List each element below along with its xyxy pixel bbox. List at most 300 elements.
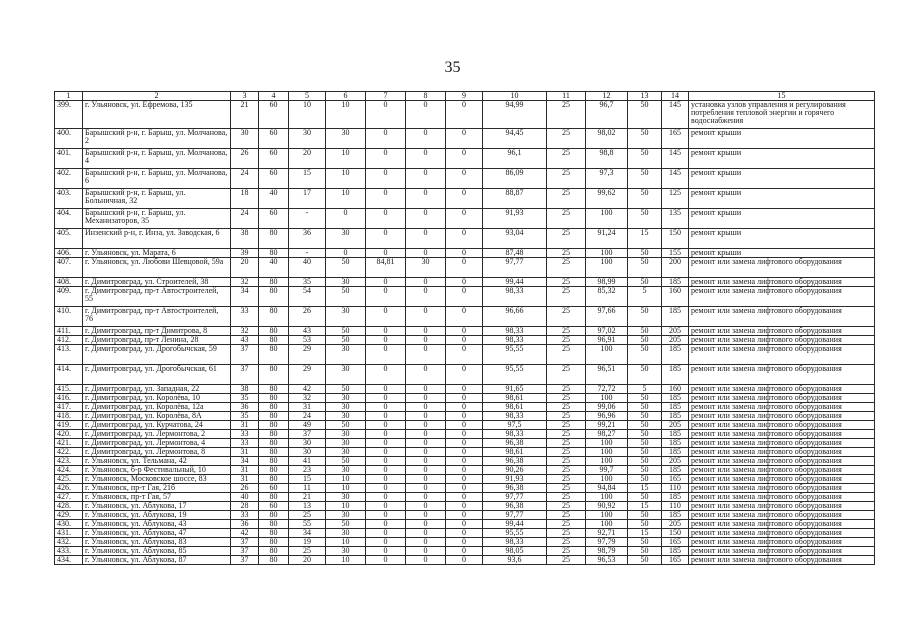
value-cell: 95,55 (483, 365, 547, 385)
value-cell: 49 (289, 421, 326, 430)
address-cell: г. Димитровград, ул. Дрогобычская, 59 (83, 345, 231, 365)
value-cell: 0 (406, 307, 446, 327)
value-cell: 50 (628, 189, 662, 209)
value-cell: 0 (366, 448, 406, 457)
row-number-cell: 425. (55, 475, 83, 484)
row-number-cell: 426. (55, 484, 83, 493)
value-cell: 30 (289, 129, 326, 149)
value-cell: 25 (547, 439, 586, 448)
work-type-cell: ремонт или замена лифтового оборудования (689, 502, 875, 511)
value-cell: 25 (547, 169, 586, 189)
value-cell: 80 (259, 403, 289, 412)
value-cell: 30 (326, 345, 366, 365)
value-cell: 30 (326, 394, 366, 403)
value-cell: 0 (446, 287, 483, 307)
value-cell: 110 (662, 502, 689, 511)
column-header: 15 (689, 92, 875, 101)
row-number-cell: 416. (55, 394, 83, 403)
value-cell: 80 (259, 327, 289, 336)
row-number-cell: 427. (55, 493, 83, 502)
address-cell: Барышский р-н, г. Барыш, ул. Механизаторов, 35 (83, 209, 231, 229)
value-cell: 0 (446, 430, 483, 439)
value-cell: 0 (366, 520, 406, 529)
value-cell: 20 (289, 556, 326, 565)
value-cell: 88,87 (483, 189, 547, 209)
value-cell: 25 (547, 129, 586, 149)
table-row (55, 493, 875, 502)
value-cell: 0 (446, 258, 483, 278)
value-cell: 30 (326, 365, 366, 385)
value-cell: 80 (259, 529, 289, 538)
column-header: 4 (259, 92, 289, 101)
value-cell: 50 (628, 149, 662, 169)
address-cell: г. Димитровград, ул. Лермонтова, 4 (83, 439, 231, 448)
value-cell: 43 (231, 336, 259, 345)
table-row (55, 556, 875, 565)
value-cell: 80 (259, 493, 289, 502)
value-cell: 0 (446, 403, 483, 412)
value-cell: 50 (628, 403, 662, 412)
value-cell: 30 (326, 129, 366, 149)
value-cell: 100 (586, 511, 628, 520)
row-number-cell: 415. (55, 385, 83, 394)
value-cell: 30 (406, 258, 446, 278)
value-cell: 50 (628, 421, 662, 430)
value-cell: 90,26 (483, 466, 547, 475)
value-cell: 0 (366, 327, 406, 336)
value-cell: 0 (446, 327, 483, 336)
value-cell: 50 (628, 307, 662, 327)
value-cell: 25 (289, 547, 326, 556)
row-number-cell: 421. (55, 439, 83, 448)
value-cell: 185 (662, 345, 689, 365)
value-cell: 60 (259, 129, 289, 149)
value-cell: 80 (259, 307, 289, 327)
row-number-cell: 422. (55, 448, 83, 457)
value-cell: 0 (366, 502, 406, 511)
value-cell: 98,33 (483, 430, 547, 439)
value-cell: 0 (446, 547, 483, 556)
value-cell: 30 (289, 448, 326, 457)
value-cell: 0 (406, 229, 446, 249)
value-cell: 91,93 (483, 209, 547, 229)
value-cell: 50 (628, 457, 662, 466)
value-cell: 80 (259, 556, 289, 565)
row-number-cell: 413. (55, 345, 83, 365)
value-cell: 25 (547, 547, 586, 556)
value-cell: 43 (289, 327, 326, 336)
value-cell: 31 (231, 466, 259, 475)
value-cell: 25 (547, 403, 586, 412)
value-cell: 29 (289, 365, 326, 385)
value-cell: 40 (259, 189, 289, 209)
value-cell: 185 (662, 394, 689, 403)
value-cell: 0 (366, 345, 406, 365)
value-cell: 25 (547, 307, 586, 327)
value-cell: 80 (259, 394, 289, 403)
value-cell: 10 (326, 149, 366, 169)
column-header: 3 (231, 92, 259, 101)
work-type-cell: ремонт или замена лифтового оборудования (689, 394, 875, 403)
value-cell: 0 (446, 502, 483, 511)
value-cell: 0 (446, 307, 483, 327)
value-cell: 185 (662, 439, 689, 448)
value-cell: 32 (231, 327, 259, 336)
row-number-cell: 417. (55, 403, 83, 412)
value-cell: 80 (259, 520, 289, 529)
value-cell: 98,8 (586, 149, 628, 169)
value-cell: 50 (628, 439, 662, 448)
value-cell: 0 (446, 511, 483, 520)
value-cell: 85,32 (586, 287, 628, 307)
value-cell: 25 (547, 229, 586, 249)
value-cell: 92,71 (586, 529, 628, 538)
value-cell: 31 (231, 475, 259, 484)
value-cell: 0 (406, 394, 446, 403)
value-cell: 0 (366, 403, 406, 412)
table-row (55, 336, 875, 345)
value-cell: 135 (662, 209, 689, 229)
value-cell: 185 (662, 493, 689, 502)
page-number: 35 (444, 59, 461, 76)
value-cell: 50 (628, 538, 662, 547)
value-cell: 15 (628, 502, 662, 511)
work-type-cell: ремонт или замена лифтового оборудования (689, 287, 875, 307)
value-cell: 100 (586, 520, 628, 529)
value-cell: 80 (259, 448, 289, 457)
work-type-cell: ремонт или замена лифтового оборудования (689, 466, 875, 475)
address-cell: г. Димитровград, ул. Дрогобычская, 61 (83, 365, 231, 385)
value-cell: 0 (406, 365, 446, 385)
value-cell: 25 (547, 466, 586, 475)
column-header: 11 (547, 92, 586, 101)
address-cell: г. Ульяновск, ул. Марата, 6 (83, 249, 231, 258)
value-cell: 0 (446, 421, 483, 430)
value-cell: 91,93 (483, 475, 547, 484)
address-cell: г. Ульяновск, ул. Ефремова, 135 (83, 101, 231, 129)
value-cell: 96,91 (586, 336, 628, 345)
column-header: 2 (83, 92, 231, 101)
table-row (55, 385, 875, 394)
value-cell: 145 (662, 101, 689, 129)
value-cell: 32 (289, 394, 326, 403)
value-cell: 50 (326, 520, 366, 529)
table-row (55, 365, 875, 385)
value-cell: 25 (547, 149, 586, 169)
value-cell: 20 (231, 258, 259, 278)
table-row (55, 502, 875, 511)
value-cell: 40 (259, 258, 289, 278)
value-cell: 24 (231, 209, 259, 229)
value-cell: 100 (586, 258, 628, 278)
address-cell: г. Ульяновск, ул. Аблукова, 17 (83, 502, 231, 511)
value-cell: 80 (259, 278, 289, 287)
table-row (55, 209, 875, 229)
value-cell: 55 (289, 520, 326, 529)
value-cell: 0 (366, 412, 406, 421)
value-cell: 0 (406, 169, 446, 189)
value-cell: 80 (259, 287, 289, 307)
value-cell: 80 (259, 547, 289, 556)
table-row (55, 327, 875, 336)
value-cell: 96,38 (483, 484, 547, 493)
value-cell: 30 (231, 129, 259, 149)
value-cell: 25 (547, 430, 586, 439)
row-number-cell: 401. (55, 149, 83, 169)
value-cell: 110 (662, 484, 689, 493)
value-cell: 0 (366, 365, 406, 385)
work-type-cell: ремонт или замена лифтового оборудования (689, 556, 875, 565)
value-cell: 100 (586, 457, 628, 466)
row-number-cell: 400. (55, 129, 83, 149)
value-cell: 96,51 (586, 365, 628, 385)
value-cell: 10 (326, 484, 366, 493)
value-cell: 165 (662, 556, 689, 565)
value-cell: 0 (406, 403, 446, 412)
work-type-cell: ремонт или замена лифтового оборудования (689, 345, 875, 365)
value-cell: 39 (231, 249, 259, 258)
table-row (55, 466, 875, 475)
value-cell: 35 (231, 394, 259, 403)
value-cell: 0 (366, 385, 406, 394)
value-cell: 0 (366, 511, 406, 520)
value-cell: 0 (406, 385, 446, 394)
value-cell: 50 (628, 327, 662, 336)
value-cell: 155 (662, 249, 689, 258)
value-cell: 25 (547, 556, 586, 565)
row-number-cell: 410. (55, 307, 83, 327)
value-cell: 60 (259, 149, 289, 169)
value-cell: 150 (662, 529, 689, 538)
value-cell: 0 (366, 229, 406, 249)
row-number-cell: 412. (55, 336, 83, 345)
value-cell: 100 (586, 394, 628, 403)
value-cell: 25 (547, 448, 586, 457)
value-cell: 0 (406, 502, 446, 511)
value-cell: 34 (289, 529, 326, 538)
value-cell: 98,33 (483, 287, 547, 307)
value-cell: 50 (628, 345, 662, 365)
value-cell: 93,04 (483, 229, 547, 249)
value-cell: 0 (446, 129, 483, 149)
value-cell: 80 (259, 511, 289, 520)
value-cell: 185 (662, 307, 689, 327)
value-cell: 50 (628, 466, 662, 475)
address-cell: г. Ульяновск, б-р Фестивальный, 10 (83, 466, 231, 475)
value-cell: 37 (231, 345, 259, 365)
value-cell: 31 (231, 421, 259, 430)
value-cell: 31 (231, 448, 259, 457)
table-row (55, 529, 875, 538)
value-cell: 25 (547, 520, 586, 529)
value-cell: 11 (289, 484, 326, 493)
value-cell: 25 (547, 412, 586, 421)
value-cell: 17 (289, 189, 326, 209)
row-number-cell: 433. (55, 547, 83, 556)
value-cell: 99,21 (586, 421, 628, 430)
value-cell: 205 (662, 336, 689, 345)
value-cell: 0 (446, 475, 483, 484)
row-number-cell: 420. (55, 430, 83, 439)
value-cell: 97,5 (483, 421, 547, 430)
row-number-cell: 407. (55, 258, 83, 278)
table-row (55, 457, 875, 466)
value-cell: 60 (259, 101, 289, 129)
value-cell: 50 (326, 287, 366, 307)
value-cell: 0 (406, 149, 446, 169)
value-cell: 0 (326, 249, 366, 258)
value-cell: 50 (628, 209, 662, 229)
value-cell: 185 (662, 412, 689, 421)
work-type-cell: ремонт или замена лифтового оборудования (689, 403, 875, 412)
value-cell: 0 (366, 169, 406, 189)
row-number-cell: 399. (55, 101, 83, 129)
table-row (55, 547, 875, 556)
value-cell: 0 (366, 149, 406, 169)
value-cell: 80 (259, 336, 289, 345)
value-cell: 0 (446, 439, 483, 448)
value-cell: 25 (547, 538, 586, 547)
column-header: 8 (406, 92, 446, 101)
value-cell: 25 (547, 502, 586, 511)
address-cell: г. Димитровград, ул. Строителей, 38 (83, 278, 231, 287)
value-cell: 97,66 (586, 307, 628, 327)
value-cell: 0 (446, 529, 483, 538)
value-cell: 97,02 (586, 327, 628, 336)
value-cell: 185 (662, 430, 689, 439)
value-cell: 60 (259, 484, 289, 493)
value-cell: 25 (547, 101, 586, 129)
column-header: 1 (55, 92, 83, 101)
value-cell: 80 (259, 345, 289, 365)
value-cell: 0 (446, 484, 483, 493)
table-row (55, 307, 875, 327)
value-cell: 0 (366, 249, 406, 258)
value-cell: 205 (662, 520, 689, 529)
value-cell: 15 (628, 229, 662, 249)
value-cell: 40 (289, 258, 326, 278)
value-cell: 25 (547, 511, 586, 520)
value-cell: 0 (366, 457, 406, 466)
value-cell: 10 (326, 502, 366, 511)
address-cell: г. Ульяновск, ул. Аблукова, 83 (83, 538, 231, 547)
value-cell: 37 (231, 547, 259, 556)
address-cell: Барышский р-н, г. Барыш, ул. Молчанова, 2 (83, 129, 231, 149)
column-number-row (55, 92, 875, 101)
value-cell: 5 (628, 287, 662, 307)
value-cell: 0 (406, 209, 446, 229)
value-cell: 0 (406, 430, 446, 439)
value-cell: 0 (326, 209, 366, 229)
work-type-cell: установка узлов управления и регулирования потребления тепловой энергии и горячего водоснабжения (689, 101, 875, 129)
value-cell: 0 (366, 336, 406, 345)
column-header: 10 (483, 92, 547, 101)
value-cell: 37 (231, 538, 259, 547)
value-cell: 25 (547, 484, 586, 493)
value-cell: 100 (586, 475, 628, 484)
value-cell: 84,81 (366, 258, 406, 278)
row-number-cell: 431. (55, 529, 83, 538)
table-row (55, 439, 875, 448)
value-cell: 0 (406, 189, 446, 209)
value-cell: 31 (289, 403, 326, 412)
value-cell: 96,96 (586, 412, 628, 421)
value-cell: 34 (231, 287, 259, 307)
value-cell: 0 (366, 278, 406, 287)
address-cell: г. Димитровград, пр-т Автостроителей, 55 (83, 287, 231, 307)
value-cell: 10 (326, 475, 366, 484)
row-number-cell: 402. (55, 169, 83, 189)
value-cell: 0 (406, 475, 446, 484)
value-cell: 0 (406, 466, 446, 475)
value-cell: 97,3 (586, 169, 628, 189)
row-number-cell: 405. (55, 229, 83, 249)
value-cell: 28 (231, 502, 259, 511)
value-cell: 32 (231, 278, 259, 287)
value-cell: 30 (326, 439, 366, 448)
work-type-cell: ремонт или замена лифтового оборудования (689, 307, 875, 327)
value-cell: 0 (446, 394, 483, 403)
value-cell: 0 (406, 287, 446, 307)
value-cell: 25 (289, 511, 326, 520)
value-cell: 94,84 (586, 484, 628, 493)
column-header: 13 (628, 92, 662, 101)
value-cell: 0 (406, 101, 446, 129)
value-cell: 33 (231, 307, 259, 327)
value-cell: 97,77 (483, 511, 547, 520)
value-cell: 24 (289, 412, 326, 421)
table-row (55, 249, 875, 258)
value-cell: 0 (446, 209, 483, 229)
value-cell: 98,02 (586, 129, 628, 149)
value-cell: 0 (406, 511, 446, 520)
address-cell: г. Ульяновск, ул. Аблукова, 87 (83, 556, 231, 565)
column-header: 7 (366, 92, 406, 101)
value-cell: 0 (366, 287, 406, 307)
value-cell: 0 (446, 466, 483, 475)
value-cell: 13 (289, 502, 326, 511)
value-cell: 91,24 (586, 229, 628, 249)
column-header: 12 (586, 92, 628, 101)
value-cell: 50 (326, 327, 366, 336)
value-cell: 50 (628, 511, 662, 520)
value-cell: 30 (326, 403, 366, 412)
value-cell: 0 (366, 538, 406, 547)
value-cell: 25 (547, 189, 586, 209)
value-cell: 0 (366, 209, 406, 229)
value-cell: 30 (289, 439, 326, 448)
value-cell: 87,48 (483, 249, 547, 258)
address-cell: Барышский р-н, г. Барыш, ул. Молчанова, 6 (83, 169, 231, 189)
value-cell: 50 (326, 336, 366, 345)
value-cell: 0 (366, 430, 406, 439)
value-cell: 50 (628, 412, 662, 421)
value-cell: 60 (259, 502, 289, 511)
value-cell: 165 (662, 129, 689, 149)
table-row (55, 448, 875, 457)
table-container (54, 91, 875, 565)
value-cell: 30 (326, 493, 366, 502)
address-cell: г. Димитровград, пр-т Автостроителей, 76 (83, 307, 231, 327)
value-cell: 19 (289, 538, 326, 547)
value-cell: 0 (446, 556, 483, 565)
value-cell: 0 (366, 101, 406, 129)
address-cell: г. Ульяновск, пр-т Гая, 21б (83, 484, 231, 493)
value-cell: 98,99 (586, 278, 628, 287)
value-cell: 0 (446, 385, 483, 394)
value-cell: 90,92 (586, 502, 628, 511)
work-type-cell: ремонт крыши (689, 129, 875, 149)
